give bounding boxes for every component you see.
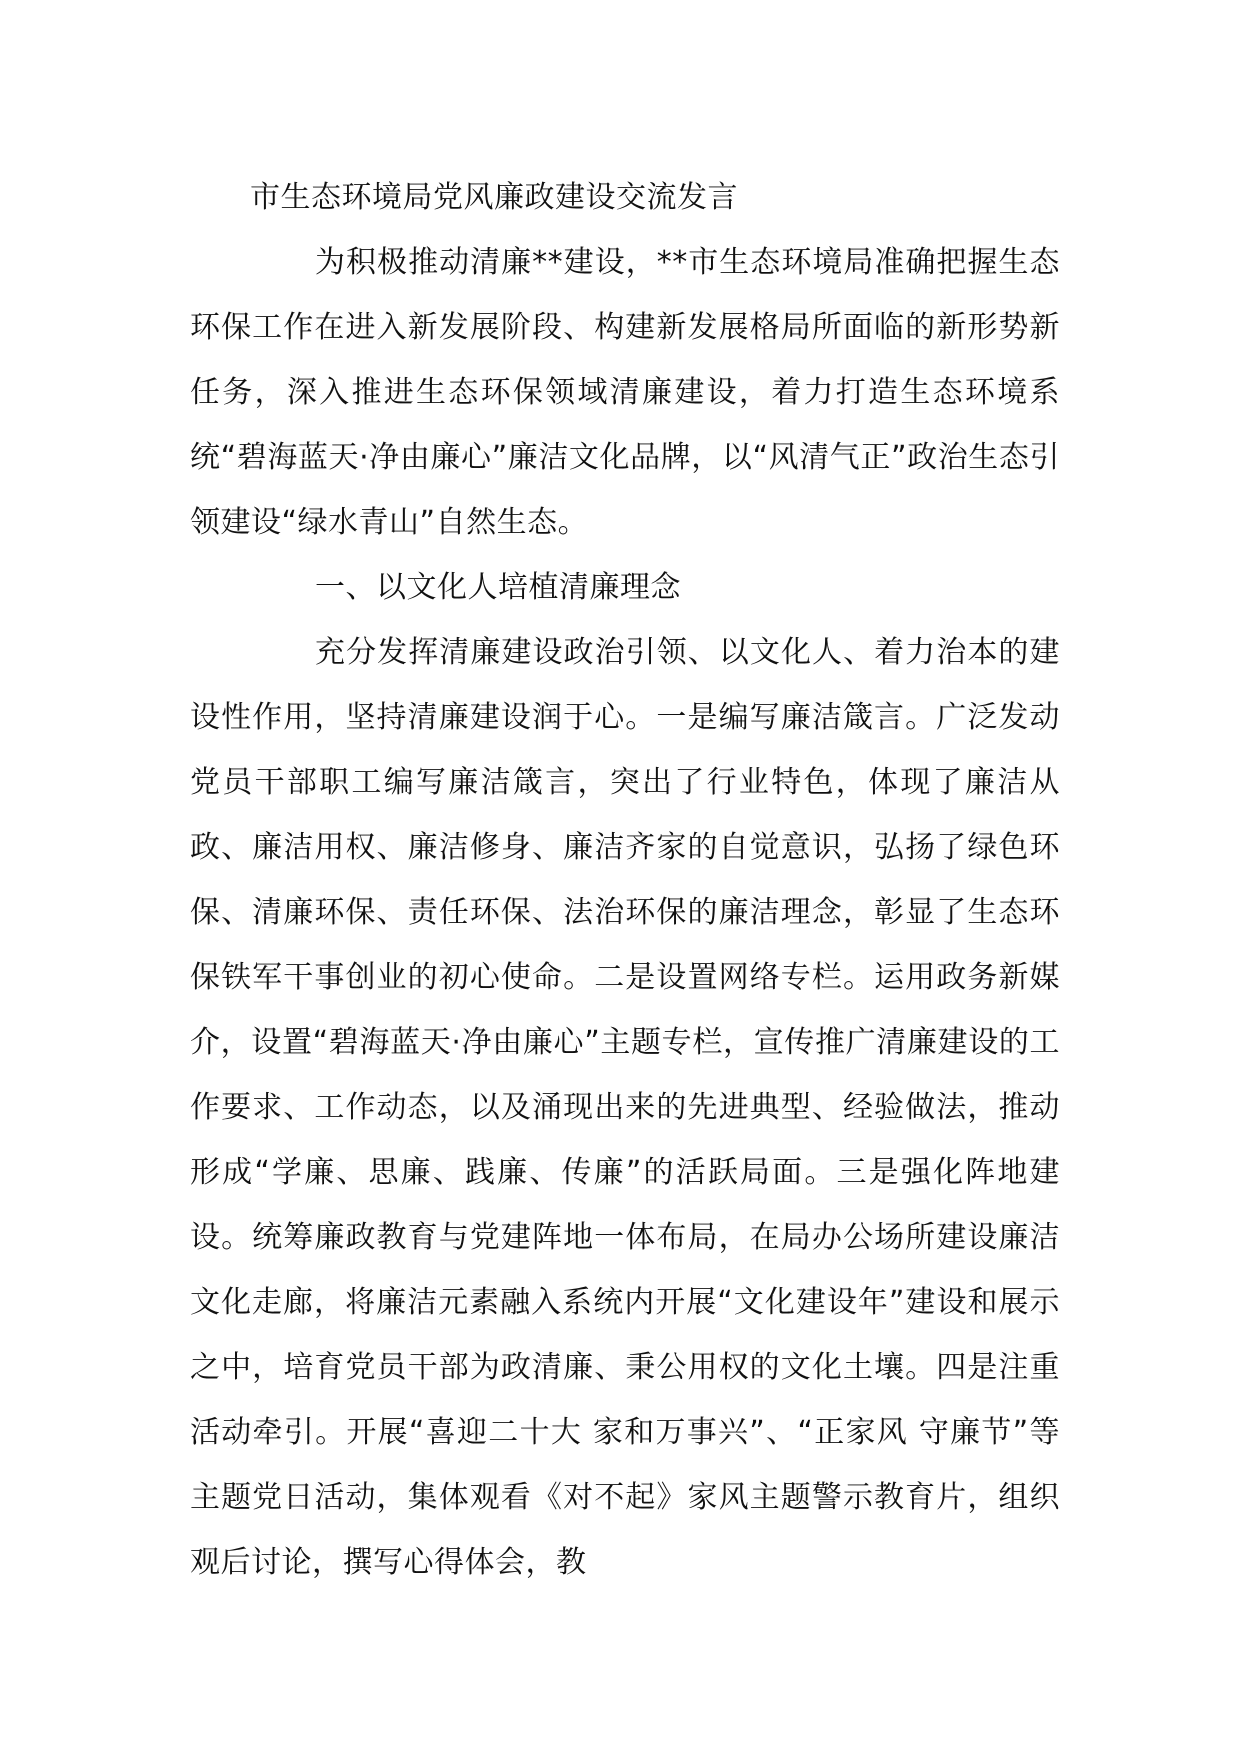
section-body-paragraph: 充分发挥清廉建设政治引领、以文化人、着力治本的建设性作用，坚持清廉建设润于心。一是编写廉洁箴言。广泛发动党员干部职工编写廉洁箴言，突出了行业特色，体现了廉洁从政、廉洁用权、廉洁修身、廉洁齐家的自觉意识，弘扬了绿色环保、清廉环保、责任环保、法治环保的廉洁理念，彰显了生态环保铁军干事创业的初心使命。二是设置网络专栏。运用政务新媒介，设置“碧海蓝天·净由廉心”主题专栏，宣传推广清廉建设的工作要求、工作动态，以及涌现出来的先进典型、经验做法，推动形成“学廉、思廉、践廉、传廉”的活跃局面。三是强化阵地建设。统筹廉政教育与党建阵地一体布局，在局办公场所建设廉洁文化走廊，将廉洁元素融入系统内开展“文化建设年”建设和展示之中，培育党员干部为政清廉、秉公用权的文化土壤。四是注重活动牵引。开展“喜迎二十大 家和万事兴”、“正家风 守廉节”等主题党日活动，集体观看《对不起》家风主题警示教育片，组织观后讨论，撰写心得体会，教 [190, 635, 1060, 1580]
section-heading: 一、以文化人培植清廉理念 [315, 570, 681, 605]
document-body [190, 165, 1060, 1595]
document-title: 市生态环境局党风廉政建设交流发言 [250, 180, 738, 215]
intro-paragraph: 为积极推动清廉**建设，**市生态环境局准确把握生态环保工作在进入新发展阶段、构建新发展格局所面临的新形势新任务，深入推进生态环保领域清廉建设，着力打造生态环境系统“碧海蓝天·净由廉心”廉洁文化品牌，以“风清气正”政治生态引领建设“绿水青山”自然生态。 [190, 245, 1060, 540]
